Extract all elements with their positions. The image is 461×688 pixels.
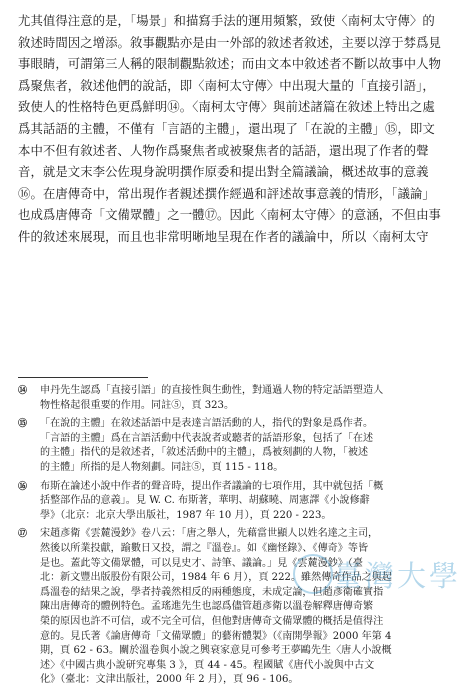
body-line: 本中不但有敘述者、人物作爲聚焦者或被聚焦者的話語，還出現了作者的聲 (18, 142, 429, 158)
footnote-number: ⑮ (18, 419, 28, 430)
footnote-15 (18, 417, 418, 475)
footnote-line: 「言語的主體」爲在言語活動中代表說者或聽者的話語形象，包括了「在述 (40, 432, 374, 444)
footnote-line: 宋趙彥衛《雲麓漫鈔》卷八云：「唐之舉人，先藉當世顯人以姓名達之主司， (40, 528, 379, 540)
footnote-text (40, 480, 418, 524)
footnote-line: 化》（臺北：文津出版社，2000 年 2 月），頁 96 - 106。 (40, 674, 299, 686)
footnote-line: 榮的原因也許不可信，或不完全可信，但他對唐傳奇文備眾體的概括是值得注 (40, 615, 384, 627)
footnote-text (40, 384, 418, 413)
footnote-line: 布斯在論述小說中作者的聲音時，提出作者議論的七項作用，其中就包括「概 (40, 480, 384, 492)
footnote-line: 期，頁 62 - 63。關於溫卷與小說之興衰家意見可參考王夢鷗先生〈唐人小說概 (40, 645, 392, 657)
body-line: 致使人的性格特色更爲鮮明⑭。〈南柯太守傳〉與前述諸篇在敘述上特出之處 (18, 99, 435, 115)
footnote-line: 是也。蓋此等文備眾體，可以見史才、詩筆、議論。」見《雲麓漫鈔》（臺 (40, 557, 363, 569)
body-line: 爲其話語的主體，不僅有「言語的主體」，還出現了「在說的主體」⑮，即文 (18, 120, 435, 136)
footnote-divider (18, 377, 148, 378)
footnote-14 (18, 384, 418, 413)
footnote-text (40, 417, 418, 475)
body-line: 敘述時間因之增添。敘事觀點亦是由一外部的敘述者敘述，主要以淳于棼爲見 (18, 34, 441, 50)
footnote-16 (18, 480, 418, 524)
footnote-line: 然後以所業投獻，踰數日又投，謂之『溫卷』。如《幽怪錄》、《傳奇》等皆 (40, 542, 369, 554)
body-line: 音，就是文末李公佐現身說明撰作原委和提出對全篇議論，概述故事的意義 (18, 164, 429, 180)
footnote-line: 的主體」指代的是敘述者，「敘述活動中的主體」，爲被刻劃的人物，「被述 (40, 447, 369, 459)
footnotes (18, 384, 418, 688)
body-line: 尤其值得注意的是，「場景」和描寫手法的運用頻繁，致使〈南柯太守傳〉的 (18, 13, 435, 28)
footnote-line: 爲溫卷的結果之說，學者持義然相反的兩種態度，未成定論，但趙彥衛確實指 (40, 586, 384, 598)
footnote-line: 學》（北京：北京大學出版社，1987 年 10 月），頁 220 - 223。 (40, 509, 332, 521)
footnote-line: 物性格起很重要的作用。同註⑤，頁 323。 (40, 399, 235, 411)
seal-icon (293, 554, 333, 594)
body-line: ⑯。在唐傳奇中，常出現作者親述撰作經過和評述故事意義的情形，「議論」 (18, 185, 435, 201)
footnote-line: 申丹先生認爲「直接引語」的直接性與生動性，對通過人物的特定話語塑造人 (40, 385, 384, 396)
body-line: 事眼睛，可謂第三人稱的限制觀點敘述；而由文本中敘述者不斷以故事中人物 (18, 56, 441, 72)
footnote-line: 的主體」所指的是人物刻劃。同註⑤，頁 115 - 118。 (40, 461, 284, 473)
watermark-text: 臺灣大學 (333, 559, 461, 593)
footnote-number: ⑯ (18, 481, 28, 492)
body-line: 爲聚焦者，敘述他們的說話，即〈南柯太守傳〉中出現大量的「直接引語」， (18, 77, 435, 93)
footnote-line: 陳出唐傳奇的體例特色。孟瑤進先生也認爲儘管趙彥衛以溫卷解釋唐傳奇繁 (40, 601, 374, 613)
footnote-line: 述〉《中國古典小說研究專集 3 》，頁 44 - 45。程國賦《唐代小說與中古文 (40, 659, 375, 671)
footnote-line: 「在說的主體」在敘述話語中是表達言語活動的人，指代的對象是爲作者。 (40, 418, 374, 430)
footnote-line: 北：新文豐出版股份有限公司，1984 年 6 月），頁 222。雖然傳奇作品之與起 (40, 572, 392, 584)
body-line: 也成爲唐傳奇「文備眾體」之一體⑰。因此〈南柯太守傳〉的意涵，不但由事 (18, 207, 441, 223)
body-line: 件的敘述來展現，而且也非常明晰地呈現在作者的議論中，所以〈南柯太守 (18, 228, 429, 244)
footnote-number: ⑰ (18, 529, 28, 540)
footnote-line: 括整部作品的意義」。見 W. C. 布斯著，華明、胡蘇曉、周憲譯《小說修辭 (40, 495, 370, 507)
footnote-number: ⑭ (18, 386, 28, 396)
footnote-line: 意的。見氏著《論唐傳奇「文備眾體」的藝術體製》（《南開學報》2000 年第 4 (40, 630, 392, 642)
university-watermark (293, 552, 461, 594)
body-paragraph (18, 10, 441, 248)
